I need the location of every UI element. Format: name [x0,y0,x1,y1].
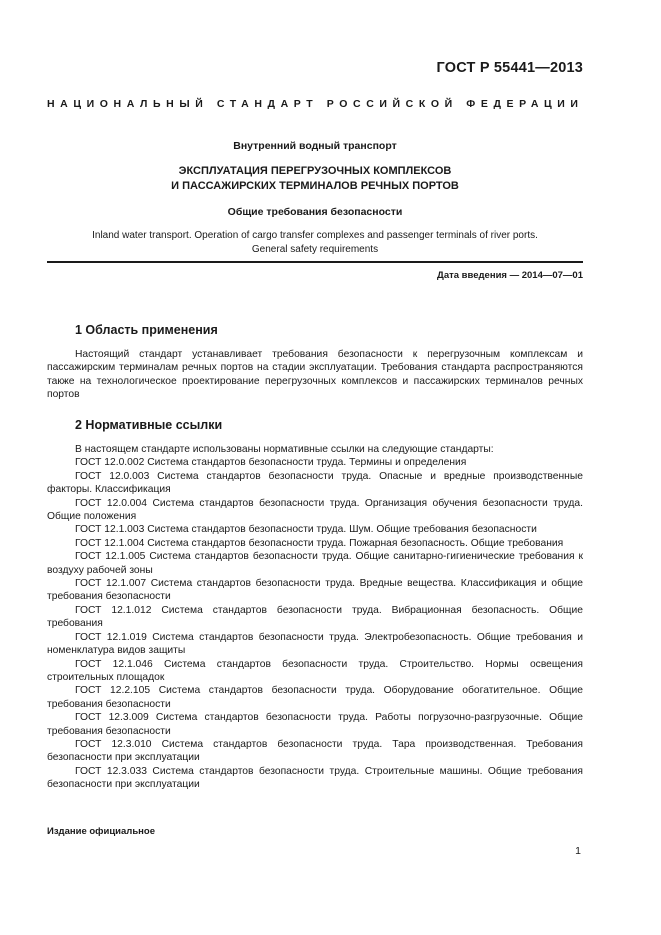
reference-item: ГОСТ 12.1.003 Система стандартов безопасности труда. Шум. Общие требования безопасности [75,524,537,536]
reference-item: ГОСТ 12.1.046 Система стандартов безопасности труда. Строительство. Нормы освещения строительных площадок [47,658,583,683]
english-title-line-1: Inland water transport. Operation of cargo transfer complexes and passenger terminals of river ports. [92,230,538,241]
reference-item: ГОСТ 12.0.004 Система стандартов безопасности труда. Организация обучения безопасности труда. Общие положения [47,497,583,523]
section-2-heading: 2 Нормативные ссылки [75,418,223,432]
reference-item: ГОСТ 12.3.010 Система стандартов безопасности труда. Тара производственная. Требования безопасности при эксплуатации [47,738,583,764]
reference-item: ГОСТ 12.1.005 Система стандартов безопасности труда. Общие санитарно-гигиенические требования к воздуху рабочей зоны [47,551,583,576]
national-standard-banner: НАЦИОНАЛЬНЫЙ СТАНДАРТ РОССИЙСКОЙ ФЕДЕРАЦИИ [47,98,584,110]
standard-subtitle: Общие требования безопасности [227,206,403,218]
reference-item: ГОСТ 12.3.009 Система стандартов безопасности труда. Работы погрузочно-разгрузочные. Общие требования безопасности [47,712,583,737]
reference-item: ГОСТ 12.2.105 Система стандартов безопасности труда. Оборудование обогатительное. Общие требования безопасности [47,685,583,710]
reference-item: ГОСТ 12.1.019 Система стандартов безопасности труда. Электробезопасность. Общие требования и номенклатура видов защиты [47,631,583,657]
standard-designation: ГОСТ Р 55441—2013 [436,60,583,76]
reference-item: ГОСТ 12.1.012 Система стандартов безопасности труда. Вибрационная безопасность. Общие требования [47,604,583,630]
section-1-body [47,348,583,402]
title-divider [47,261,583,263]
reference-item: ГОСТ 12.1.007 Система стандартов безопасности труда. Вредные вещества. Классификация и общие требования безопасности [47,578,583,603]
title-line-1: ЭКСПЛУАТАЦИЯ ПЕРЕГРУЗОЧНЫХ КОМПЛЕКСОВ [178,165,452,177]
section-2-body [47,443,583,792]
reference-item: ГОСТ 12.0.002 Система стандартов безопасности труда. Термины и определения [75,457,467,469]
reference-item: ГОСТ 12.1.004 Система стандартов безопасности труда. Пожарная безопасность. Общие требования [75,537,564,549]
english-title-line-2: General safety requirements [251,243,379,255]
standard-subject: Внутренний водный транспорт [233,140,397,152]
section-1-heading: 1 Область применения [75,323,218,337]
reference-item: ГОСТ 12.0.003 Система стандартов безопасности труда. Опасные и вредные производственные факторы. Классификация [47,470,583,496]
page-number: 1 [575,845,581,857]
title-line-2: И ПАССАЖИРСКИХ ТЕРМИНАЛОВ РЕЧНЫХ ПОРТОВ [171,180,459,192]
standard-title [47,164,583,194]
english-title [47,229,583,256]
official-edition-label: Издание официальное [47,826,155,837]
section-1-paragraph: Настоящий стандарт устанавливает требования безопасности к перегрузочным комплексам и пассажирским терминалам речных портов на стадии эксплуатации. Требования стандарта распространяются также на технологическое проектирование перегрузочных комплексов и пассажирских терминалов речных портов [47,349,583,401]
introduction-date: Дата введения — 2014—07—01 [437,270,583,281]
section-2-intro: В настоящем стандарте использованы нормативные ссылки на следующие стандарты: [75,444,494,455]
reference-item: ГОСТ 12.3.033 Система стандартов безопасности труда. Строительные машины. Общие требования безопасности при эксплуатации [47,765,583,791]
